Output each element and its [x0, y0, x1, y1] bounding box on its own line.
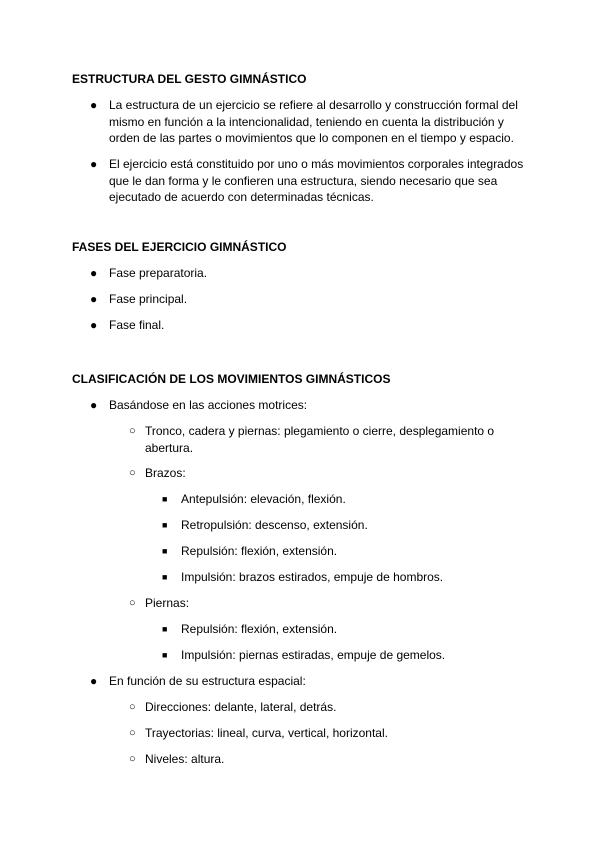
bullet-level1: ● [90, 98, 98, 112]
bullet-level1: ● [90, 292, 98, 306]
list-item: Niveles: altura. [145, 752, 225, 766]
list-item: Fase final. [109, 318, 165, 332]
bullet-level2: ○ [129, 597, 136, 609]
list-item: Fase preparatoria. [109, 266, 208, 280]
bullet-level3: ■ [162, 494, 168, 504]
section-heading-clasificacion: CLASIFICACIÓN DE LOS MOVIMIENTOS GIMNÁSTICOS [72, 372, 391, 386]
section-heading-estructura: ESTRUCTURA DEL GESTO GIMNÁSTICO [72, 72, 307, 86]
list-item: Trayectorias: lineal, curva, vertical, horizontal. [145, 726, 388, 740]
list-item: Basándose en las acciones motrices: [109, 398, 308, 412]
bullet-level1: ● [90, 266, 98, 280]
list-item: Impulsión: piernas estiradas, empuje de gemelos. [181, 648, 446, 662]
list-item: En función de su estructura espacial: [109, 674, 306, 688]
list-item: La estructura de un ejercicio se refiere al desarrollo y construcción formal del mismo en función a la intencionalidad, teniendo en cuenta la distribución y orden de las partes o movimientos que lo componen en el tiempo y espacio. [109, 98, 518, 145]
bullet-level3: ■ [162, 520, 168, 530]
list-item: Fase principal. [109, 292, 188, 306]
bullet-level2: ○ [129, 467, 136, 479]
list-item: Retropulsión: descenso, extensión. [181, 518, 368, 532]
list-item: Brazos: [145, 466, 186, 480]
bullet-level2: ○ [129, 701, 136, 713]
bullet-level1: ● [90, 318, 98, 332]
bullet-level2: ○ [129, 727, 136, 739]
bullet-level2: ○ [129, 425, 136, 437]
bullet-level1: ● [90, 398, 98, 412]
bullet-level2: ○ [129, 753, 136, 765]
list-item: Direcciones: delante, lateral, detrás. [145, 700, 337, 714]
list-item: Antepulsión: elevación, flexión. [181, 492, 346, 506]
list-item: Repulsión: flexión, extensión. [181, 622, 338, 636]
list-item: El ejercicio está constituido por uno o más movimientos corporales integrados que le dan forma y le confieren una estructura, siendo necesario que sea ejecutado de acuerdo con determinadas técnicas. [109, 157, 524, 204]
bullet-level3: ■ [162, 572, 168, 582]
bullet-level3: ■ [162, 650, 168, 660]
list-item: Impulsión: brazos estirados, empuje de hombros. [181, 570, 444, 584]
bullet-level1: ● [90, 157, 98, 171]
bullet-level3: ■ [162, 546, 168, 556]
bullet-level1: ● [90, 674, 98, 688]
list-item: Repulsión: flexión, extensión. [181, 544, 338, 558]
section-heading-fases: FASES DEL EJERCICIO GIMNÁSTICO [72, 240, 287, 254]
bullet-level3: ■ [162, 624, 168, 634]
list-item: Piernas: [145, 596, 190, 610]
list-item: Tronco, cadera y piernas: plegamiento o cierre, desplegamiento o abertura. [145, 424, 495, 455]
